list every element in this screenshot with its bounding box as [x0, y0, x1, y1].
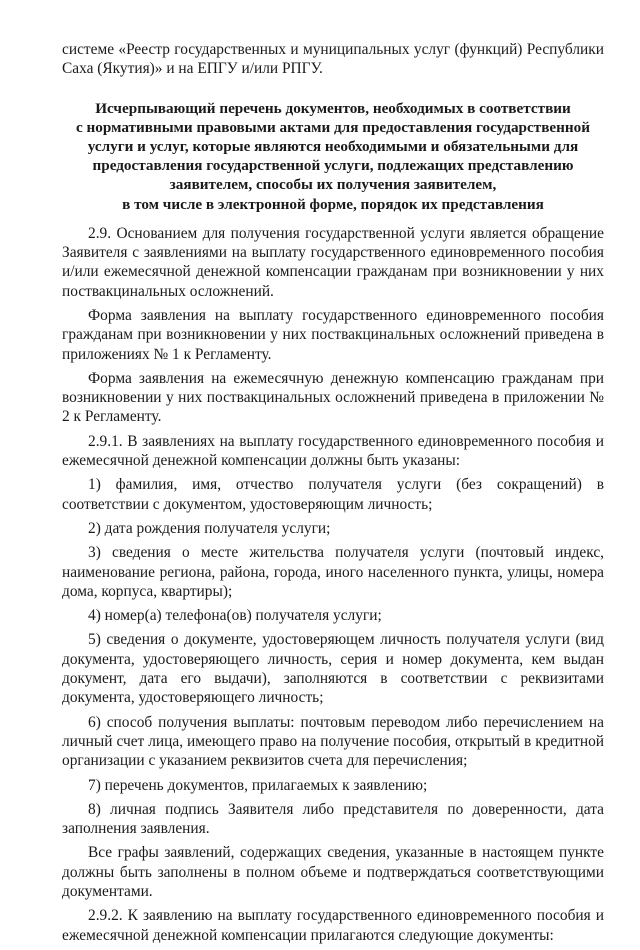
list-item-6: 6) способ получения выплаты: почтовым переводом либо перечислением на личный счет лица, имеющего право на получение пособия, открытый в кредитной организации с указанием реквизитов счета для перечисления; — [62, 713, 604, 770]
paragraph-form-2: Форма заявления на ежемесячную денежную компенсацию гражданам при возникновении у них поствакцинальных осложнений приведена в приложении № 2 к Регламенту. — [62, 369, 604, 426]
list-item-1: 1) фамилия, имя, отчество получателя услуги (без сокращений) в соответствии с документом, удостоверяющим личность; — [62, 476, 604, 513]
list-item-8: 8) личная подпись Заявителя либо представителя по доверенности, дата заполнения заявления. — [62, 800, 604, 838]
paragraph-2-9: 2.9. Основанием для получения государственной услуги является обращение Заявителя с заявлениями на выплату государственного единовременного пособия и/или ежемесячной денежной компенсации гражданам при возникновении у них поствакцинальных осложнений. — [62, 224, 604, 300]
list-item-5: 5) сведения о документе, удостоверяющем личность получателя услуги (вид документа, удостоверяющего личность, серия и номер документа, кем выдан документ, дата его выдачи), заполняются в соответствии с реквизитами документа, удостоверяющего личность; — [62, 631, 604, 707]
paragraph-2-9-2: 2.9.2. К заявлению на выплату государственного единовременного пособия и ежемесячной денежной компенсации прилагаются следующие документы: — [62, 907, 604, 944]
paragraph-all-fields: Все графы заявлений, содержащих сведения, указанные в настоящем пункте должны быть заполнены в полном объеме и подтверждаться соответствующими документами. — [62, 844, 604, 901]
document-page — [62, 40, 604, 950]
list-item-2: 2) дата рождения получателя услуги; — [88, 519, 331, 537]
heading-line: с нормативными правовыми актами для предоставления государственной — [76, 118, 590, 136]
intro-text: системе «Реестр государственных и муниципальных услуг (функций) Республики Саха (Якутия)» и на ЕПГУ и/или РПГУ. — [62, 41, 604, 78]
heading-line: услуги и услуг, которые являются необходимыми и обязательными для — [87, 138, 579, 155]
heading-line: заявителем, способы их получения заявителем, — [169, 176, 497, 194]
paragraph-form-1: Форма заявления на выплату государственного единовременного пособия гражданам при возникновении у них поствакцинальных осложнений приведена в приложениях № 1 к Регламенту. — [62, 307, 604, 363]
heading-line: предоставления государственной услуги, подлежащих представлению — [92, 157, 574, 175]
section-heading — [62, 99, 604, 214]
list-item-7: 7) перечень документов, прилагаемых к заявлению; — [88, 776, 428, 794]
heading-line: в том числе в электронной форме, порядок их представления — [122, 195, 544, 213]
paragraph-2-9-1: 2.9.1. В заявлениях на выплату государственного единовременного пособия и ежемесячной денежной компенсации должны быть указаны: — [62, 432, 604, 470]
list-item-3: 3) сведения о месте жительства получателя услуги (почтовый индекс, наименование региона, района, города, иного населенного пункта, улицы, номера дома, корпуса, квартиры); — [62, 544, 604, 600]
heading-line: Исчерпывающий перечень документов, необходимых в соответствии — [95, 99, 571, 117]
list-item-4: 4) номер(а) телефона(ов) получателя услуги; — [88, 607, 382, 625]
